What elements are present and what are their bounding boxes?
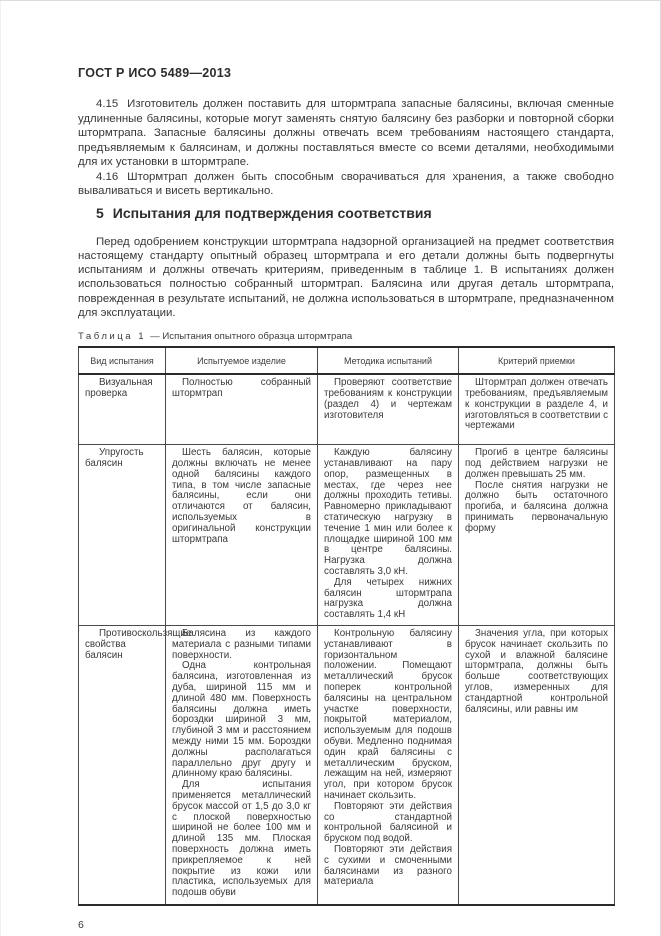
table-caption <box>78 331 614 342</box>
cell-test-method <box>318 374 459 445</box>
cell-paragraph: Каждую балясину устанавливают на пару опор, размещенных в местах, где через нее должны проходить тетивы. Равномерно прикладывают статическую нагрузку в течение 1 мин или более к площадке шириной 100 мм в центре балясины. Нагрузка должна составлять 3,0 кН. <box>324 447 452 578</box>
clause-text: Штормтрап должен быть способным сворачиваться для хранения, а также свободно вываливаться и висеть вертикально. <box>78 170 614 197</box>
cell-paragraph: Для испытания применяется металлический брусок массой от 1,5 до 3,0 кг с плоской поверхностью шириной не более 100 мм и длиной 135 мм. Плоская поверхность должна иметь прикрепляемое к ней покрытие из кожи или пластика, используемых для подошв обуви <box>172 779 311 899</box>
cell-acceptance-criterion <box>459 445 615 626</box>
cell-test-type <box>79 626 192 906</box>
cell-paragraph: Противоскользящие свойства балясин <box>85 628 192 661</box>
cell-paragraph: Значения угла, при которых брусок начинает скользить по сухой и влажной балясине штормтрапа, должны быть больше соответствующих углов, измеренных для стандартной контрольной балясины, или равны им <box>465 628 608 715</box>
cell-test-item <box>166 626 318 906</box>
cell-paragraph: Прогиб в центре балясины под действием нагрузки не должен превышать 25 мм. <box>465 447 608 480</box>
table-row-visual-check <box>79 374 615 445</box>
cell-test-item <box>166 445 318 626</box>
cell-test-method <box>318 445 459 626</box>
cell-acceptance-criterion <box>459 374 615 445</box>
clause-4-15 <box>78 97 614 170</box>
table-caption-label: Таблица 1 <box>78 331 147 343</box>
cell-paragraph: Визуальная проверка <box>85 377 153 400</box>
standard-designation: ГОСТ Р ИСО 5489—2013 <box>78 66 232 80</box>
section-title: Испытания для подтверждения соответствия <box>112 204 432 221</box>
section-heading <box>96 205 614 222</box>
cell-paragraph: Полностью собранный штормтрап <box>172 377 311 400</box>
cell-paragraph: Упругость балясин <box>85 447 144 470</box>
cell-test-type <box>79 445 166 626</box>
clause-number: 4.15 <box>96 98 119 110</box>
section-intro-paragraph: Перед одобрением конструкции штормтрапа надзорной организацией на предмет соответствия настоящему стандарту опытный образец штормтрапа и его детали должны быть подвергнуты испытаниям и должны отвечать критериям, приведенным в таблице 1. В испытаниях должен использоваться полностью собранный штормтрап. Балясина или другая деталь штормтрапа, поврежденная в результате испытаний, не должна использоваться в штормтрапе, предназначенном для эксплуатации. <box>78 235 614 319</box>
cell-test-method <box>318 626 459 906</box>
cell-paragraph: Контрольную балясину устанавливают в горизонтальном положении. Помещают металлический брусок поперек контрольной балясины на центральном участке поверхности, покрытой материалом, используемым для подошв обуви. Медленно поднимая один край балясины с металлическим бруском, лежащим на ней, измеряют угол, при котором брусок начинает скользить. <box>324 628 452 801</box>
cell-paragraph: Одна контрольная балясина, изготовленная из дуба, шириной 115 мм и длиной 480 мм. Поверхность балясины должна иметь бороздки шириной 3 мм, глубиной 3 мм и расстоянием между ними 15 мм. Бороздки должны располагаться параллельно друг другу и длинному краю балясины. <box>172 660 311 780</box>
table-row-anti-slip <box>79 626 615 906</box>
cell-paragraph: Для четырех нижних балясин штормтрапа нагрузка должна составлять 1,4 кН <box>324 576 452 621</box>
page-number: 6 <box>78 919 84 932</box>
cell-test-type <box>79 374 166 445</box>
cell-paragraph: После снятия нагрузки не должно быть остаточного прогиба, и балясина должна принимать первоначальную форму <box>465 479 608 534</box>
cell-paragraph: Балясина из каждого материала с разными типами поверхности. <box>172 628 311 661</box>
col-header-test-item: Испытуемое изделие <box>166 347 318 374</box>
col-header-test-method: Методика испытаний <box>318 347 459 374</box>
cell-paragraph: Проверяют соответствие требованиям к конструкции (раздел 4) и чертежам изготовителя <box>324 377 452 421</box>
cell-paragraph: Повторяют эти действия со стандартной контрольной балясиной и бруском под водой. <box>324 800 452 845</box>
table-row-step-elasticity <box>79 445 615 626</box>
tests-table <box>78 346 615 906</box>
cell-acceptance-criterion <box>459 626 615 906</box>
col-header-acceptance-criterion: Критерий приемки <box>459 347 615 374</box>
table-caption-text: — Испытания опытного образца штормтрапа <box>150 331 353 343</box>
clause-text: Изготовитель должен поставить для штормтрапа запасные балясины, включая сменные удлиненные балясины, которые могут заменять снятую балясину без разборки и повторной сборки штормтрапа. Запасные балясины должны отвечать всем требованиям настоящего стандарта, предъявляемым к балясинам, и должны поставляться вместе со всеми деталями, необходимыми для их установки в штормтрапе. <box>78 98 614 168</box>
cell-paragraph: Шесть балясин, которые должны включать не менее одной балясины каждого типа, в том числе запасные балясины, если они отличаются от балясин, используемых в оригинальной конструкции штормтрапа <box>172 447 311 545</box>
section-number: 5 <box>96 204 104 221</box>
clause-number: 4.16 <box>96 170 119 183</box>
table-header-row <box>79 347 615 374</box>
cell-paragraph: Повторяют эти действия с сухими и смоченными балясинами из разного материала <box>324 843 452 888</box>
cell-paragraph: Штормтрап должен отвечать требованиям, предъявляемым к конструкции в разделе 4, и изготовляться в соответствии с чертежами <box>465 377 608 432</box>
col-header-test-type: Вид испытания <box>79 347 166 374</box>
cell-test-item <box>166 374 318 445</box>
clause-4-16 <box>78 170 614 199</box>
